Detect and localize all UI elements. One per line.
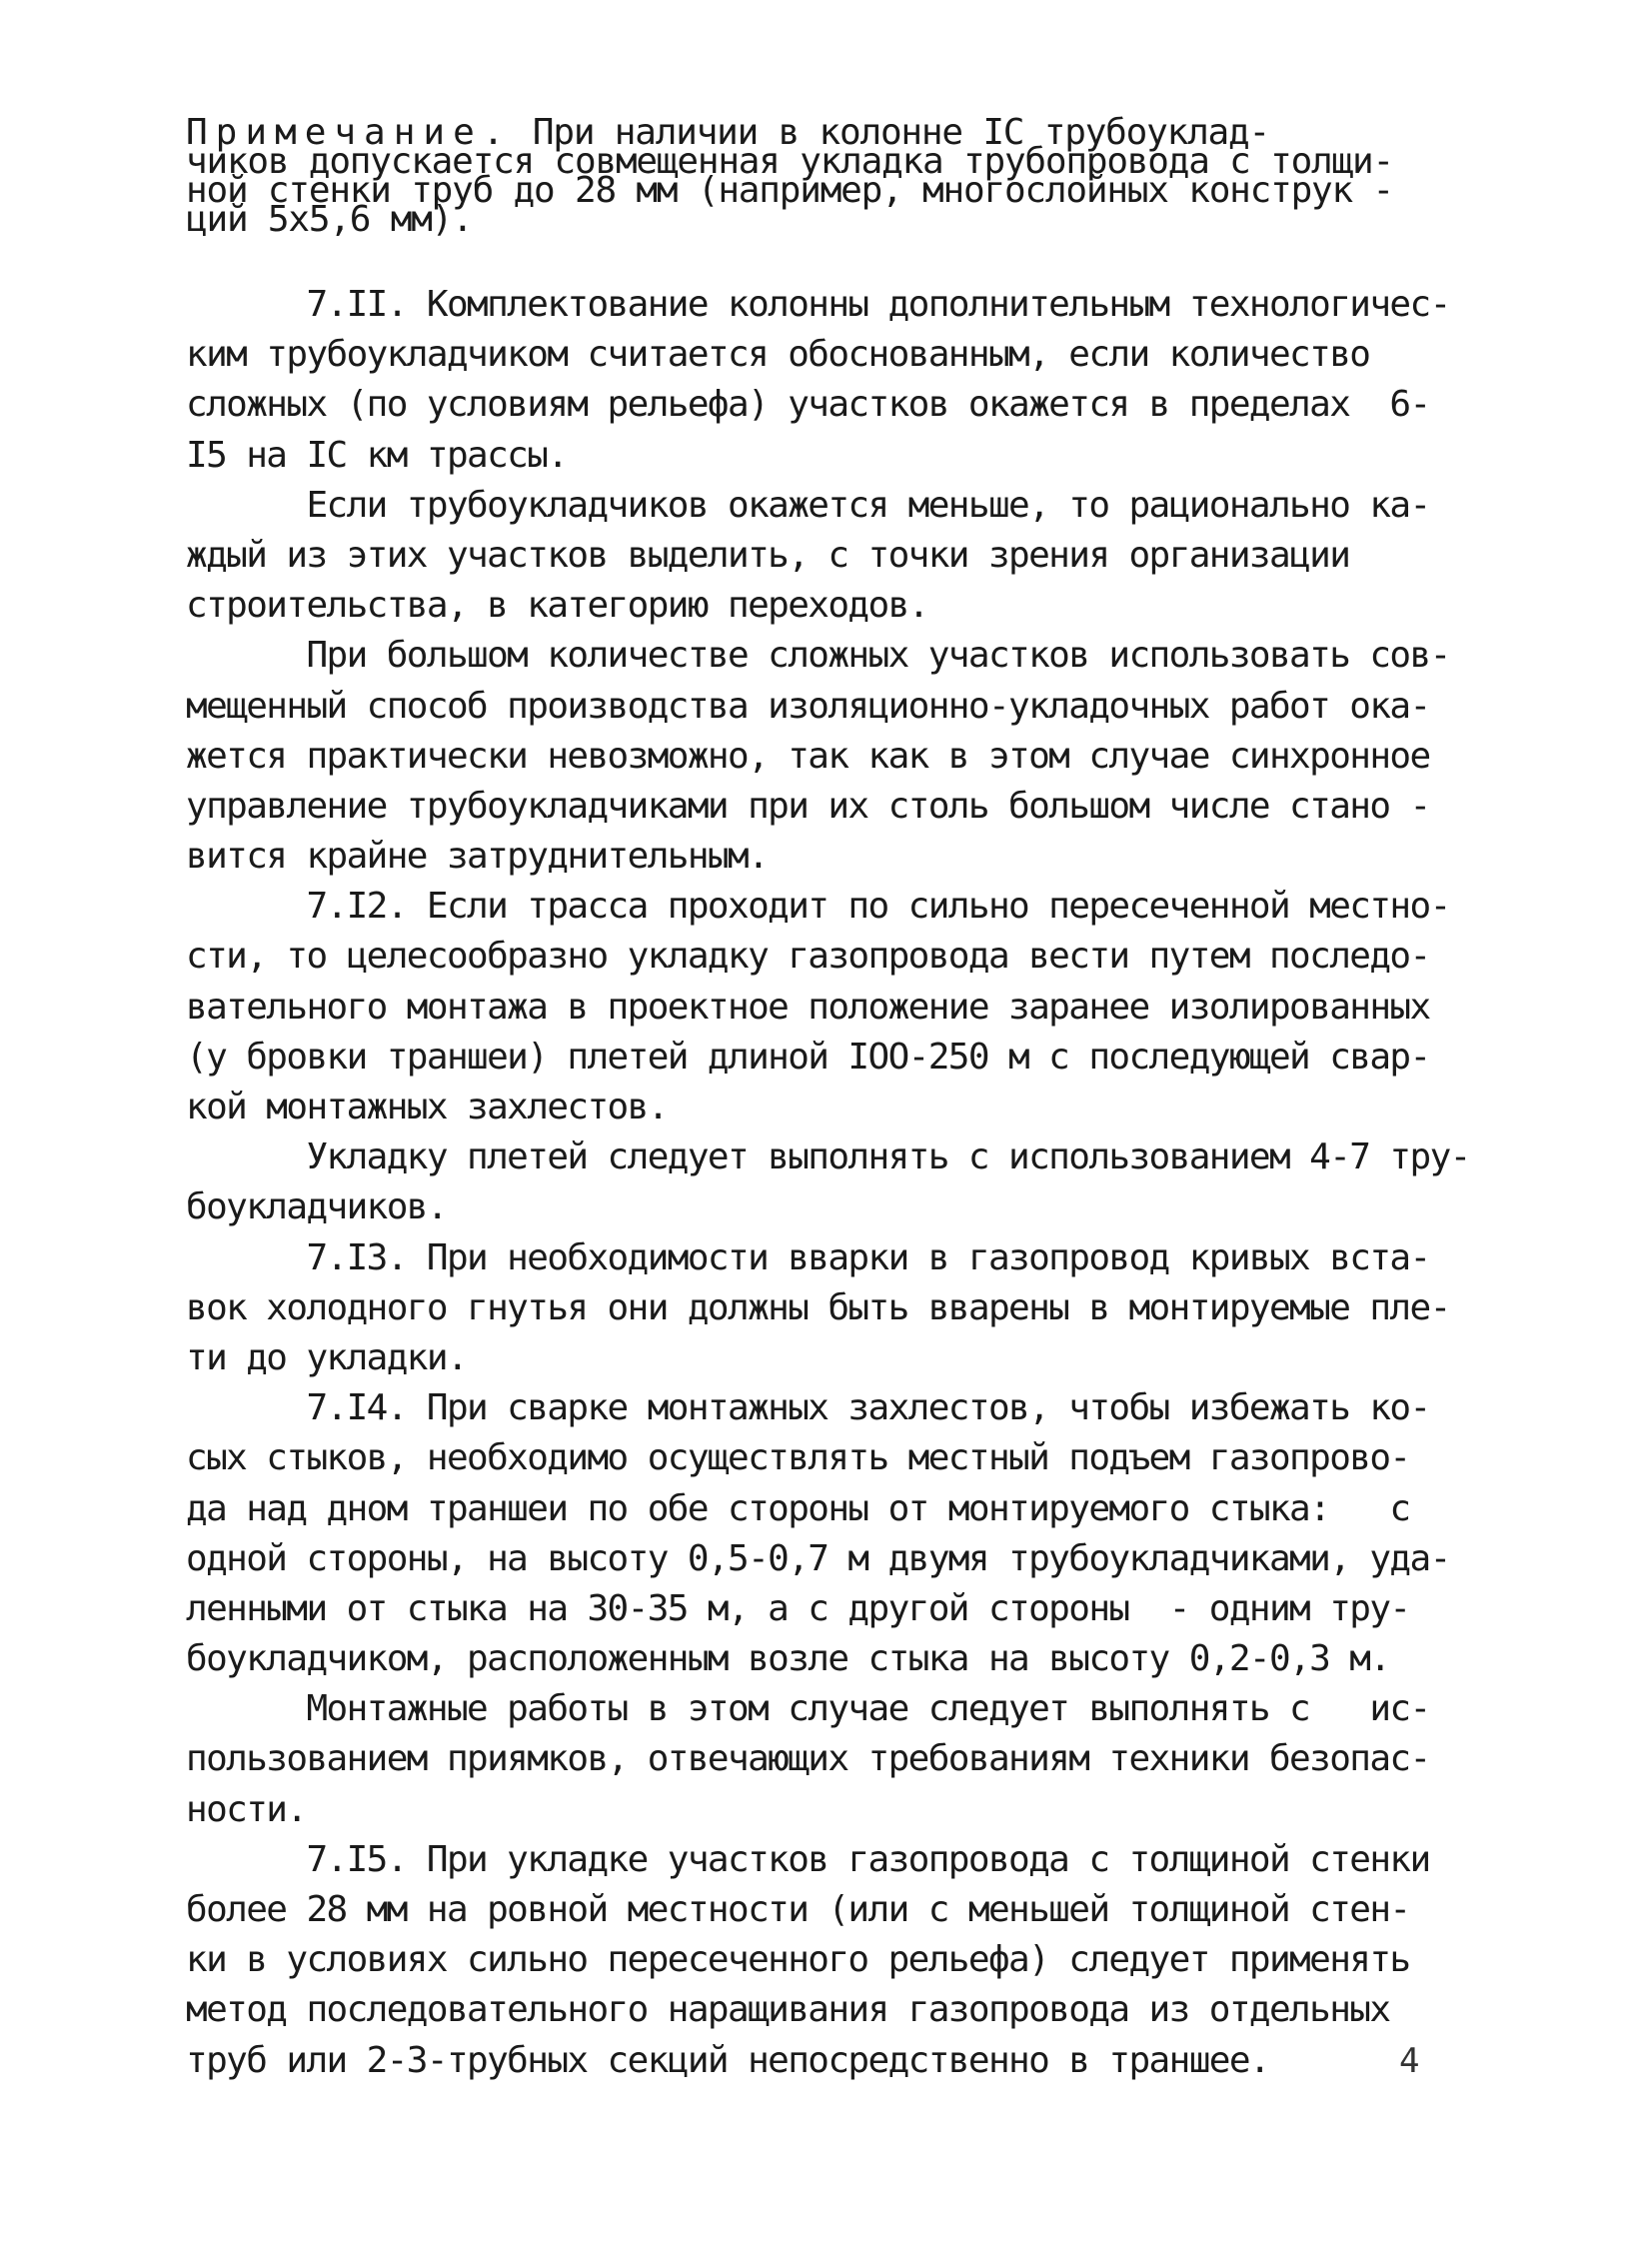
- note-line-1: Примечание. При наличии в колонне IС трубоуклад-: [186, 112, 1269, 153]
- note-line-4: ций 5х5,6 мм).: [186, 199, 473, 240]
- text-line: При большом количестве сложных участков использовать сов-: [186, 635, 1450, 677]
- text-line: строительства, в категорию переходов.: [186, 585, 928, 627]
- text-line: (у бровки траншеи) плетей длиной IОО-250 м с последующей свар-: [186, 1036, 1430, 1078]
- text-line: 7.I2. Если трасса проходит по сильно пересеченной местно-: [186, 886, 1450, 928]
- text-line: ности.: [186, 1788, 307, 1830]
- text-line: ти до укладки.: [186, 1336, 468, 1378]
- note-block: [186, 112, 1475, 240]
- page-number: 4: [1399, 2041, 1420, 2081]
- text-line: сложных (по условиям рельефа) участков окажется в пределах 6-: [186, 384, 1430, 426]
- text-line: сых стыков, необходимо осуществлять местный подъем газопрово-: [186, 1437, 1410, 1479]
- text-line: управление трубоукладчиками при их столь большом числе стано -: [186, 785, 1430, 827]
- note-label: Примечание.: [186, 112, 513, 153]
- text-line: сти, то целесообразно укладку газопровода вести путем последо-: [186, 936, 1430, 978]
- text-line: I5 на IС км трассы.: [186, 434, 568, 476]
- text-line: метод последовательного наращивания газопровода из отдельных: [186, 1989, 1390, 2031]
- note-line-2: чиков допускается совмещенная укладка трубопровода с толщи-: [186, 141, 1393, 182]
- text-line: 7.I4. При сварке монтажных захлестов, чтобы избежать ко-: [186, 1387, 1430, 1429]
- text-line: Укладку плетей следует выполнять с использованием 4-7 тру-: [186, 1136, 1470, 1178]
- text-line: одной стороны, на высоту 0,5-0,7 м двумя трубоукладчиками, уда-: [186, 1537, 1450, 1579]
- text-line: ленными от стыка на 30-35 м, а с другой стороны - одним тру-: [186, 1587, 1410, 1629]
- text-line: мещенный способ производства изоляционно-укладочных работ ока-: [186, 685, 1430, 727]
- text-line: кой монтажных захлестов.: [186, 1087, 668, 1127]
- text-line: ждый из этих участков выделить, с точки зрения организации: [186, 534, 1350, 576]
- text-line: более 28 мм на ровной местности (или с меньшей толщиной стен-: [186, 1889, 1410, 1930]
- text-line: Монтажные работы в этом случае следует выполнять с ис-: [186, 1688, 1430, 1730]
- text-line: да над дном траншеи по обе стороны от монтируемого стыка: с: [186, 1487, 1410, 1529]
- text-line: вательного монтажа в проектное положение заранее изолированных: [186, 986, 1430, 1028]
- text-line: 7.I5. При укладке участков газопровода с толщиной стенки: [186, 1838, 1430, 1880]
- text-line: вок холодного гнутья они должны быть вварены в монтируемые пле-: [186, 1286, 1450, 1328]
- body-text: [186, 280, 1475, 2086]
- note-line-3: ной стенки труб до 28 мм (например, многослойных конструк -: [186, 170, 1393, 211]
- text-line: 7.I3. При необходимости вварки в газопровод кривых вста-: [186, 1236, 1430, 1278]
- text-line: Если трубоукладчиков окажется меньше, то рационально ка-: [186, 484, 1430, 526]
- text-line: боукладчиков.: [186, 1186, 447, 1228]
- text-line: вится крайне затруднительным.: [186, 836, 769, 878]
- text-line: труб или 2-3-трубных секций непосредственно в траншее.: [186, 2039, 1269, 2081]
- text-line: жется практически невозможно, так как в этом случае синхронное: [186, 735, 1430, 777]
- text-line: боукладчиком, расположенным возле стыка на высоту 0,2-0,3 м.: [186, 1638, 1390, 1680]
- text-line: 7.II. Комплектование колонны дополнительным технологичес-: [186, 284, 1450, 325]
- text-line: ки в условиях сильно пересеченного рельефа) следует применять: [186, 1939, 1410, 1981]
- text-line: пользованием приямков, отвечающих требованиям техники безопас-: [186, 1738, 1430, 1780]
- text-line: ким трубоукладчиком считается обоснованным, если количество: [186, 334, 1370, 376]
